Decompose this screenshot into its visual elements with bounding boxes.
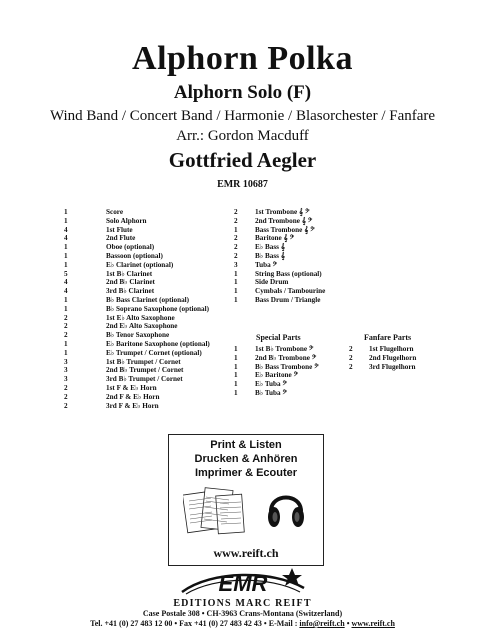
part-name: Side Drum: [255, 278, 289, 287]
part-name: 1st Trombone 𝄞 𝄢: [255, 208, 310, 216]
part-row: [64, 331, 210, 340]
parts-list-main: [64, 208, 210, 410]
part-quantity: 1: [234, 353, 238, 362]
part-name: B♭ Bass Trombone 𝄢: [255, 362, 319, 371]
part-quantity: 2: [64, 392, 68, 401]
part-quantity: 1: [234, 345, 238, 353]
part-quantity: 2: [349, 362, 353, 371]
part-name: B♭ Tenor Saxophone: [106, 331, 170, 340]
part-name: 2nd B♭ Clarinet: [106, 278, 155, 287]
part-name: 1st F & E♭ Horn: [106, 383, 157, 392]
part-quantity: 3: [234, 260, 238, 269]
part-row: [64, 305, 210, 314]
part-name: Oboe (optional): [106, 243, 155, 252]
part-name: 2nd Flugelhorn: [369, 353, 417, 362]
part-name: E♭ Baritone 𝄢: [255, 371, 299, 380]
part-quantity: 3: [64, 357, 68, 366]
part-row: [234, 354, 319, 363]
part-row: [234, 345, 319, 354]
part-name: B♭ Tuba 𝄢: [255, 388, 287, 397]
composer: Gottfried Aegler: [168, 148, 317, 172]
part-row: [64, 340, 210, 349]
part-row: [234, 296, 325, 305]
part-quantity: 1: [64, 295, 68, 304]
parts-list-brass-percussion: [234, 208, 325, 305]
part-name: 3rd B♭ Trumpet / Cornet: [106, 375, 183, 384]
part-quantity: 2: [234, 251, 238, 260]
part-quantity: 1: [234, 380, 238, 389]
part-row: [234, 371, 319, 380]
ad-line-german: Drucken & Anhören: [194, 453, 298, 465]
part-row: [64, 296, 210, 305]
part-row: [64, 252, 210, 261]
ad-line-french: Imprimer & Ecouter: [194, 467, 298, 479]
part-quantity: 1: [64, 339, 68, 348]
part-quantity: 1: [234, 388, 238, 397]
part-quantity: 4: [64, 225, 68, 234]
part-quantity: 4: [64, 234, 68, 243]
part-name: 2nd B♭ Trombone 𝄢: [255, 353, 317, 362]
part-quantity: 1: [234, 287, 238, 296]
part-name: 3rd Flugelhorn: [369, 362, 416, 371]
part-row: [234, 389, 319, 398]
part-row: [64, 402, 210, 411]
part-name: 1st Flute: [106, 225, 133, 234]
part-row: [234, 363, 319, 372]
part-quantity: 1: [234, 362, 238, 371]
part-name: 3rd B♭ Clarinet: [106, 287, 155, 296]
fanfare-parts-list: [349, 345, 416, 371]
part-row: [64, 314, 210, 323]
part-name: 1st B♭ Trumpet / Cornet: [106, 357, 181, 366]
part-quantity: 4: [64, 278, 68, 287]
part-row: [234, 208, 325, 217]
part-row: [64, 384, 210, 393]
part-row: [349, 363, 416, 372]
part-quantity: 1: [234, 295, 238, 304]
part-name: Score: [106, 208, 124, 216]
part-name: Solo Alphorn: [106, 216, 147, 225]
sheet-music-icon: [183, 483, 249, 541]
part-name: 2nd Flute: [106, 234, 136, 243]
special-parts-heading: Special Parts: [256, 333, 301, 342]
part-quantity: 1: [64, 251, 68, 260]
part-name: B♭ Bass 𝄞: [255, 251, 286, 260]
ad-line-english: Print & Listen: [210, 439, 282, 451]
ad-url-link[interactable]: www.reift.ch: [213, 546, 279, 560]
part-row: [234, 278, 325, 287]
part-name: Bass Trombone 𝄞 𝄢: [255, 225, 315, 234]
part-name: Bass Drum / Triangle: [255, 295, 321, 304]
part-row: [64, 243, 210, 252]
part-quantity: 2: [349, 353, 353, 362]
part-quantity: 2: [64, 313, 68, 322]
part-quantity: 1: [64, 243, 68, 252]
email-link[interactable]: info@reift.ch: [299, 619, 345, 628]
part-name: 2nd Trombone 𝄞 𝄢: [255, 216, 313, 225]
catalog-number: EMR 10687: [217, 179, 268, 190]
part-name: E♭ Baritone Saxophone (optional): [106, 339, 210, 348]
part-quantity: 1: [64, 260, 68, 269]
part-name: Cymbals / Tambourine: [255, 287, 326, 296]
special-parts-list: [234, 345, 319, 398]
part-name: 2nd E♭ Alto Saxophone: [106, 322, 178, 331]
part-quantity: 1: [234, 278, 238, 287]
part-row: [64, 270, 210, 279]
part-name: B♭ Soprano Saxophone (optional): [106, 304, 210, 313]
part-row: [349, 354, 416, 363]
part-quantity: 1: [234, 225, 238, 234]
part-name: Bassoon (optional): [106, 251, 163, 260]
part-row: [64, 375, 210, 384]
part-name: 1st E♭ Alto Saxophone: [106, 313, 175, 322]
emr-logo: [172, 566, 314, 598]
part-row: [234, 261, 325, 270]
part-name: 1st Flugelhorn: [369, 345, 414, 353]
part-name: 3rd F & E♭ Horn: [106, 401, 159, 410]
headphones-icon: [265, 485, 307, 531]
website-link[interactable]: www.reift.ch: [351, 619, 395, 628]
logo-mark: EMR: [218, 571, 268, 596]
part-quantity: 2: [234, 208, 238, 216]
part-row: [64, 226, 210, 235]
part-row: [64, 393, 210, 402]
part-row: [234, 252, 325, 261]
publisher-name: EDITIONS MARC REIFT: [173, 598, 312, 609]
part-name: E♭ Tuba 𝄢: [255, 380, 287, 389]
ensembles: Wind Band / Concert Band / Harmonie / Blasorchester / Fanfare: [49, 108, 436, 124]
fanfare-parts-heading: Fanfare Parts: [364, 333, 412, 342]
part-name: B♭ Bass Clarinet (optional): [106, 295, 190, 304]
part-name: 2nd B♭ Trumpet / Cornet: [106, 366, 184, 375]
part-quantity: 3: [64, 375, 68, 384]
part-name: Baritone 𝄞 𝄢: [255, 234, 295, 243]
part-name: E♭ Clarinet (optional): [106, 260, 174, 269]
part-quantity: 5: [64, 269, 68, 278]
part-quantity: 2: [349, 345, 353, 353]
part-name: E♭ Trumpet / Cornet (optional): [106, 348, 202, 357]
part-quantity: 2: [64, 331, 68, 340]
part-row: [64, 358, 210, 367]
part-quantity: 2: [64, 322, 68, 331]
part-row: [64, 322, 210, 331]
part-row: [349, 345, 416, 354]
part-quantity: 3: [64, 366, 68, 375]
part-row: [64, 366, 210, 375]
part-row: [64, 208, 210, 217]
page-title: Alphorn Polka: [132, 40, 353, 77]
part-quantity: 2: [234, 243, 238, 252]
part-row: [64, 261, 210, 270]
part-row: [234, 287, 325, 296]
part-name: Tuba 𝄢: [255, 260, 278, 269]
contact-phone-fax: Tel. +41 (0) 27 483 12 00 • Fax +41 (0) 27 483 42 43 • E-Mail :: [90, 619, 300, 628]
part-row: [64, 278, 210, 287]
part-quantity: 1: [64, 208, 68, 216]
part-quantity: 2: [64, 401, 68, 410]
part-name: 2nd F & E♭ Horn: [106, 392, 160, 401]
part-row: [64, 287, 210, 296]
part-name: 1st B♭ Trombone 𝄢: [255, 345, 314, 353]
part-quantity: 1: [64, 348, 68, 357]
arranger: Arr.: Gordon Macduff: [176, 128, 309, 144]
part-name: String Bass (optional): [255, 269, 322, 278]
part-row: [234, 243, 325, 252]
part-row: [64, 217, 210, 226]
part-row: [64, 234, 210, 243]
part-quantity: 1: [64, 216, 68, 225]
part-quantity: 2: [64, 383, 68, 392]
part-quantity: 4: [64, 287, 68, 296]
publisher-contact: [0, 619, 485, 628]
subtitle: Alphorn Solo (F): [173, 82, 312, 103]
part-quantity: 2: [234, 234, 238, 243]
part-quantity: 2: [234, 216, 238, 225]
part-row: [234, 270, 325, 279]
part-row: [234, 234, 325, 243]
contact-separator: •: [344, 619, 352, 628]
publisher-address: Case Postale 308 • CH-3963 Crans-Montana (Switzerland): [142, 609, 343, 618]
print-listen-ad[interactable]: [168, 434, 324, 566]
part-name: E♭ Bass 𝄞: [255, 243, 286, 252]
part-row: [234, 217, 325, 226]
part-row: [234, 380, 319, 389]
part-row: [64, 349, 210, 358]
part-quantity: 1: [234, 269, 238, 278]
part-quantity: 1: [64, 304, 68, 313]
part-quantity: 1: [234, 371, 238, 380]
part-name: 1st B♭ Clarinet: [106, 269, 153, 278]
